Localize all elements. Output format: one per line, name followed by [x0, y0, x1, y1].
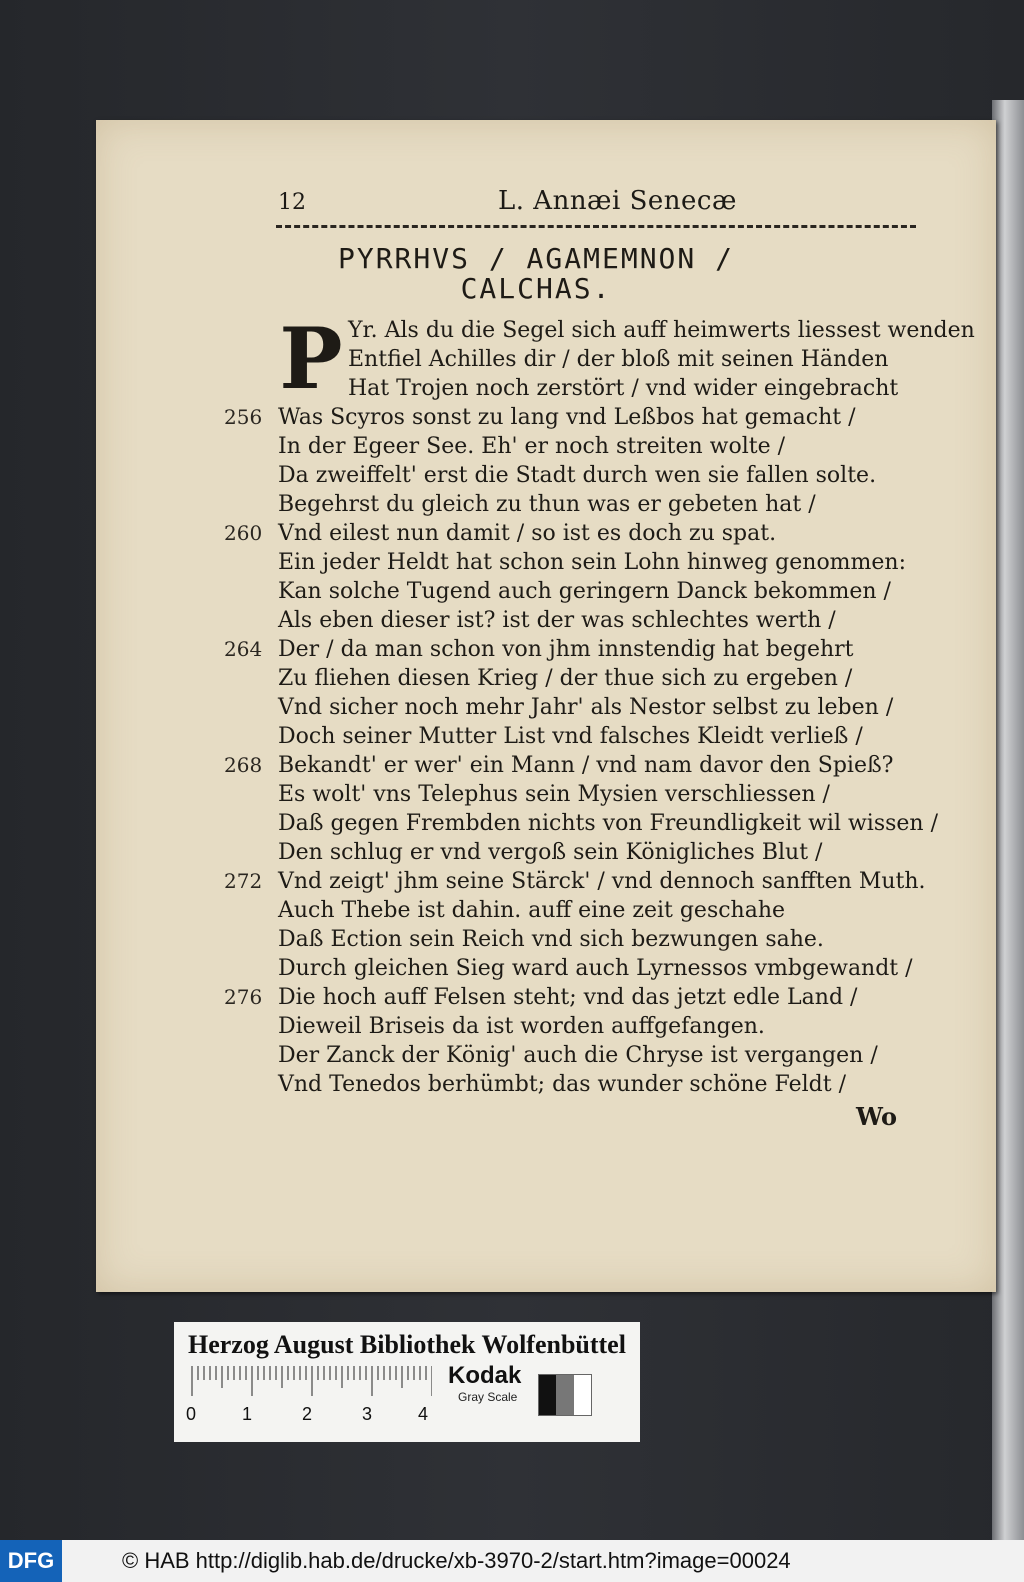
line-number: 276	[224, 985, 263, 1009]
verse-line: Vnd sicher noch mehr Jahr' als Nestor selbst zu leben /	[278, 695, 894, 720]
kodak-logo: Kodak	[448, 1362, 522, 1389]
running-title: L. Annæi Senecæ	[498, 186, 737, 216]
ruler-label: 3	[362, 1404, 373, 1424]
header-rule	[276, 225, 916, 228]
verse-line: Doch seiner Mutter List vnd falsches Kleidt verließ /	[278, 724, 863, 749]
ruler-scale	[188, 1366, 432, 1396]
verse-line: Als eben dieser ist? ist der was schlechtes werth /	[278, 608, 836, 633]
library-color-card	[174, 1322, 640, 1442]
line-number: 264	[224, 637, 263, 661]
ruler-label: 0	[186, 1404, 197, 1424]
verse-line: Der Zanck der König' auch die Chryse ist vergangen /	[278, 1043, 878, 1068]
verse-line: Vnd eilest nun damit / so ist es doch zu spat.	[278, 521, 777, 546]
verse-line: Durch gleichen Sieg ward auch Lyrnessos vmbgewandt /	[278, 956, 913, 981]
line-number: 272	[224, 869, 263, 893]
verse-line: Dieweil Briseis da ist worden auffgefangen.	[278, 1014, 765, 1039]
neighbor-page-edge	[992, 100, 1024, 1540]
verse-line: Yr. Als du die Segel sich auff heimwerts liessest wenden	[348, 318, 975, 343]
dfg-logo: DFG	[0, 1540, 62, 1582]
verse-line: Entfiel Achilles dir / der bloß mit seinen Händen	[348, 347, 889, 372]
speakers-heading-line-1: PYRRHVS / AGAMEMNON /	[337, 242, 734, 275]
verse-line: Ein jeder Heldt hat schon sein Lohn hinweg genommen:	[278, 550, 907, 575]
ruler-label: 2	[302, 1404, 313, 1424]
verse-line: Begehrst du gleich zu thun was er gebeten hat /	[278, 492, 816, 517]
gray-scale-patches	[538, 1374, 592, 1416]
verse-line: In der Egeer See. Eh' er noch streiten wolte /	[278, 434, 786, 459]
book-page	[96, 120, 996, 1292]
verse-line: Bekandt' er wer' ein Mann / vnd nam davor den Spieß?	[278, 753, 894, 778]
footer-bar	[0, 1540, 1024, 1582]
ruler-label: 1	[242, 1404, 253, 1424]
line-number: 260	[224, 521, 263, 545]
verse-line: Hat Trojen noch zerstört / vnd wider eingebracht	[348, 376, 899, 401]
line-number: 256	[224, 405, 263, 429]
verse-line: Was Scyros sonst zu lang vnd Leßbos hat gemacht /	[278, 405, 856, 430]
verse-line: Auch Thebe ist dahin. auff eine zeit geschahe	[278, 898, 786, 923]
speakers-heading-line-2: CALCHAS.	[460, 272, 612, 305]
copyright-url: © HAB http://diglib.hab.de/drucke/xb-3970-2/start.htm?image=00024	[122, 1548, 791, 1573]
library-name: Herzog August Bibliothek Wolfenbüttel	[188, 1330, 626, 1359]
drop-cap: P	[279, 309, 343, 408]
verse-line: Vnd zeigt' jhm seine Stärck' / vnd dennoch sanfften Muth.	[278, 869, 926, 894]
catchword: Wo	[856, 1102, 898, 1131]
verse-line: Es wolt' vns Telephus sein Mysien verschliessen /	[278, 782, 830, 807]
verse-line: Vnd Tenedos berhümbt; das wunder schöne Feldt /	[278, 1072, 846, 1097]
page-number: 12	[278, 190, 306, 215]
verse-line: Die hoch auff Felsen steht; vnd das jetzt edle Land /	[278, 985, 858, 1010]
verse-line: Daß Ection sein Reich vnd sich bezwungen sahe.	[278, 927, 824, 952]
verse-line: Da zweiffelt' erst die Stadt durch wen sie fallen solte.	[278, 463, 877, 488]
gray-scale-label: Gray Scale	[458, 1390, 518, 1404]
line-number: 268	[224, 753, 263, 777]
verse-line: Den schlug er vnd vergoß sein Königliches Blut /	[278, 840, 823, 865]
verse-line: Zu fliehen diesen Krieg / der thue sich zu ergeben /	[278, 666, 853, 691]
ruler-label: 4	[418, 1404, 429, 1424]
verse-line: Der / da man schon von jhm innstendig hat begehrt	[278, 637, 854, 662]
verse-line: Daß gegen Frembden nichts von Freundligkeit wil wissen /	[278, 811, 939, 836]
verse-line: Kan solche Tugend auch geringern Danck bekommen /	[278, 579, 891, 604]
